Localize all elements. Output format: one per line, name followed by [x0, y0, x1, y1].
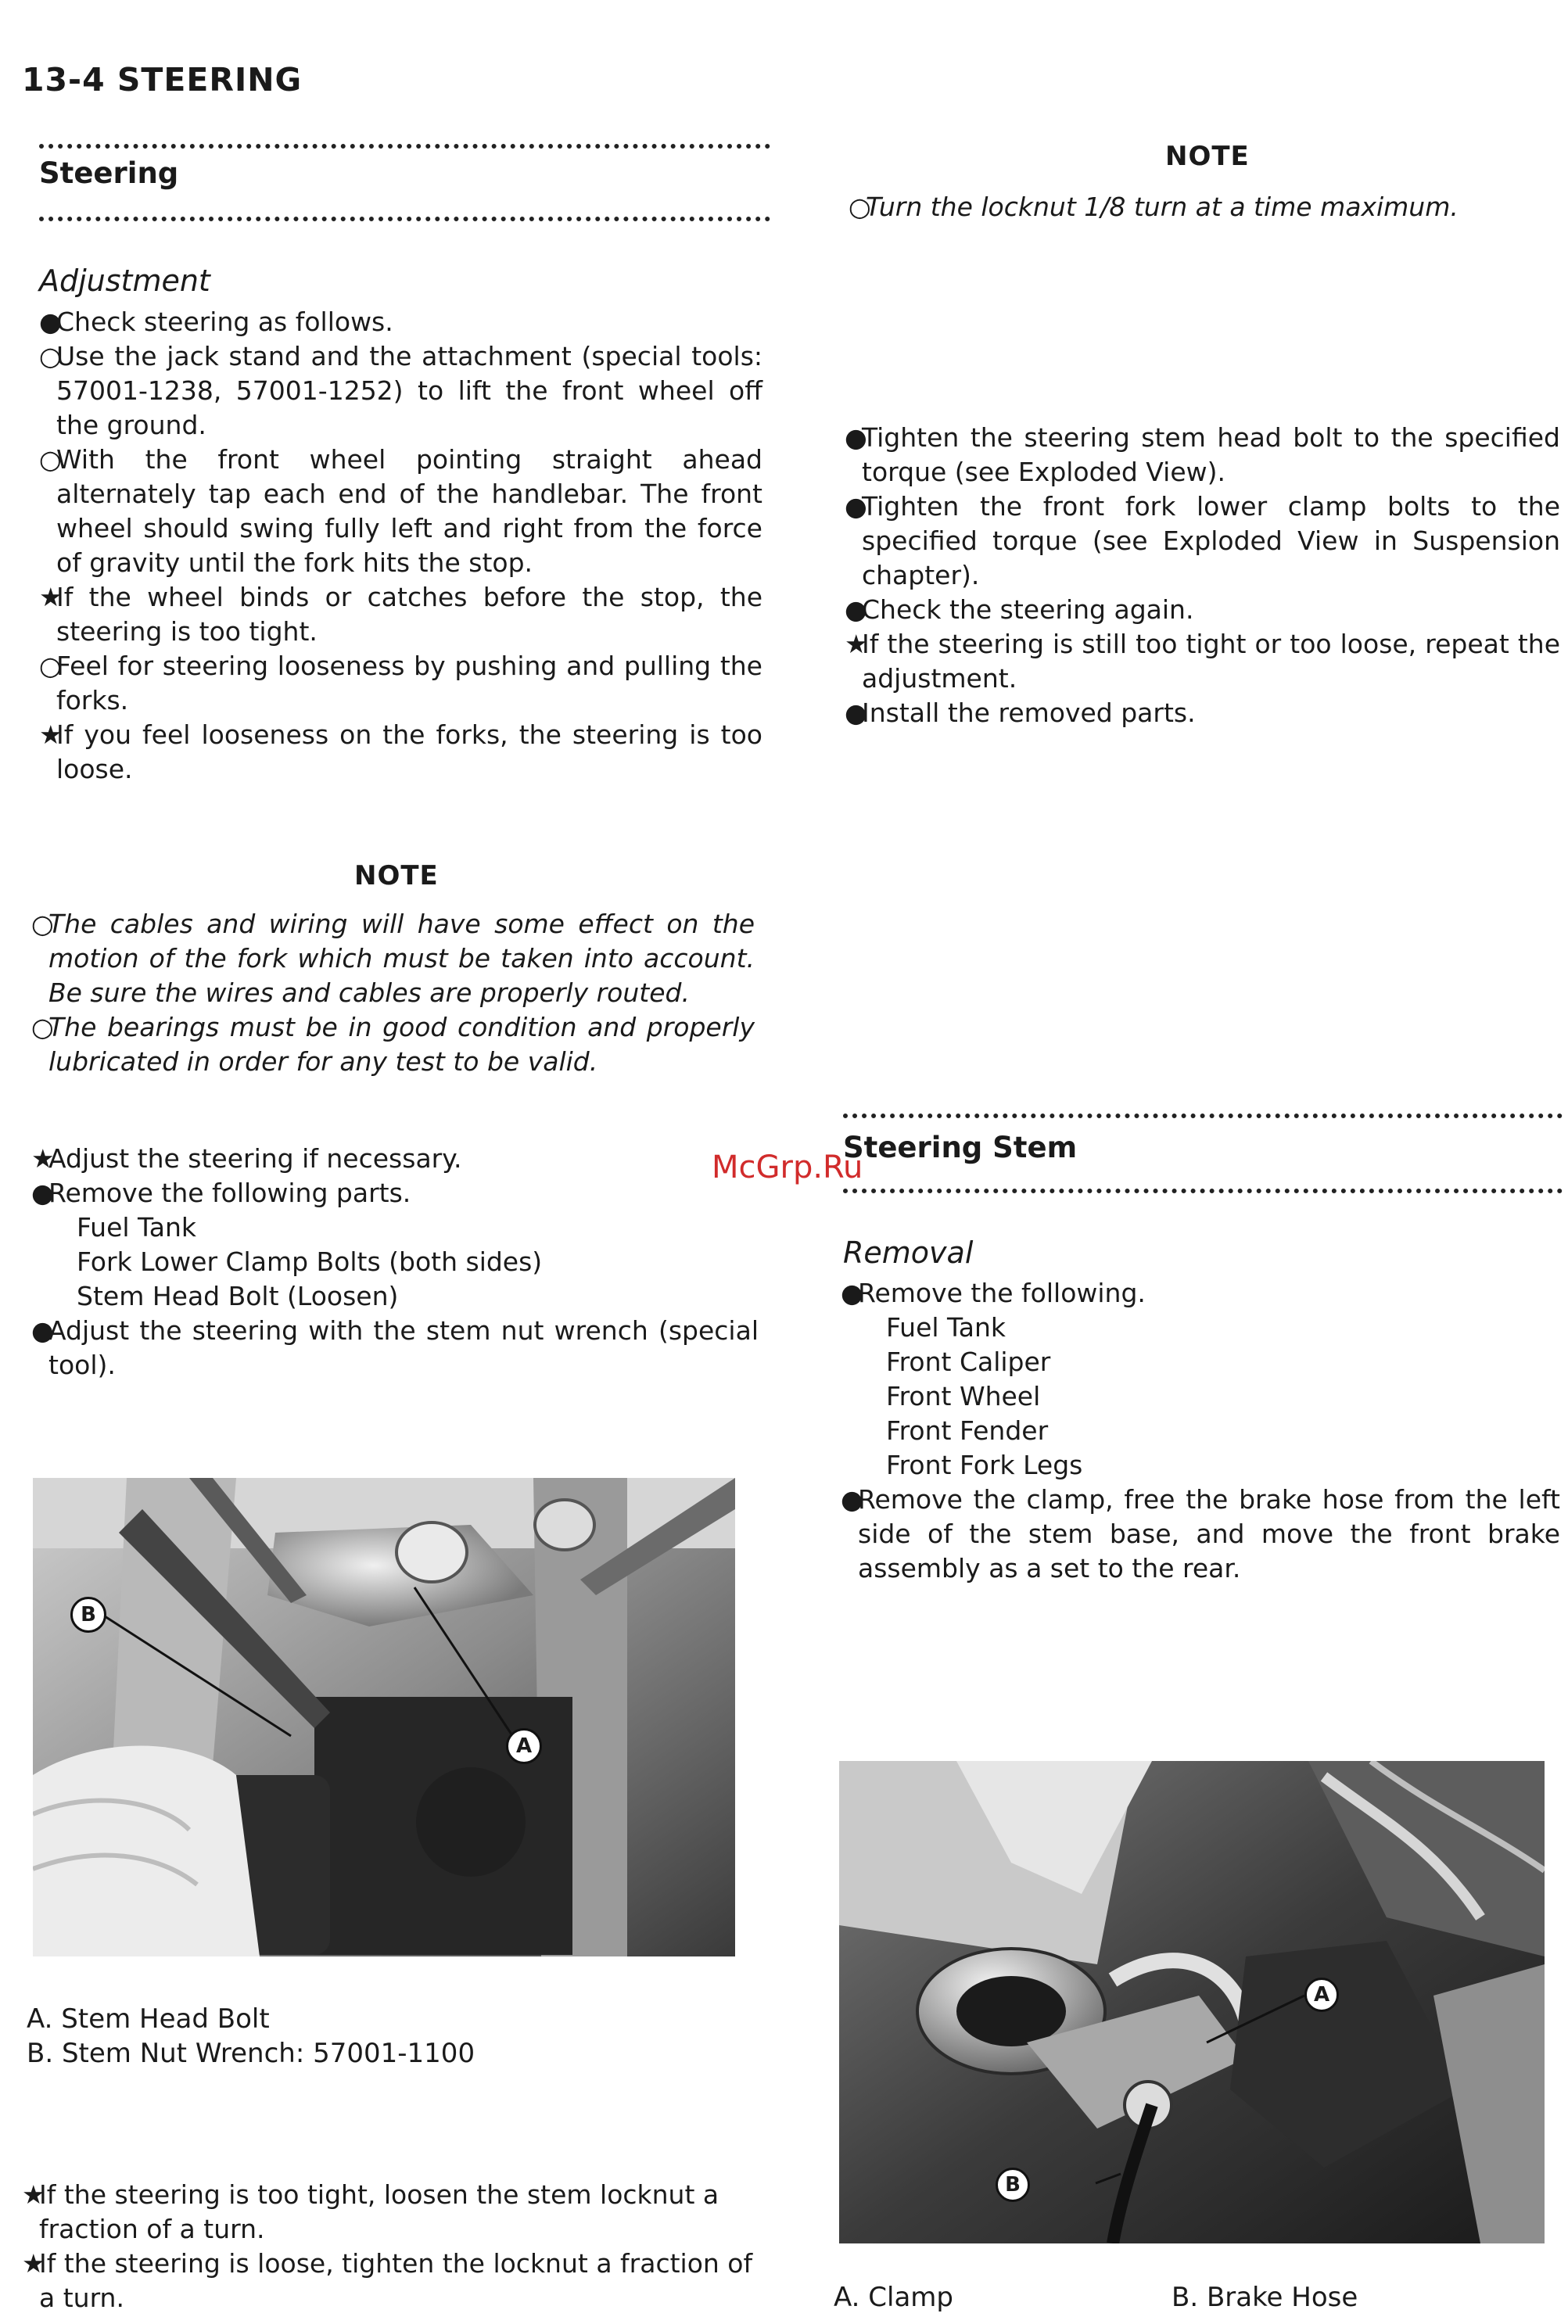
- list-item: [39, 339, 762, 443]
- note-title-right: NOTE: [1165, 141, 1250, 172]
- list-item: [841, 1483, 1560, 1586]
- after-list: [22, 2178, 753, 2315]
- bullet-marker: ●: [31, 1178, 54, 1208]
- list-item-text: Remove the clamp, free the brake hose from the left side of the stem base, and move the front brake assembly as a set to the rear.: [858, 1484, 1560, 1583]
- bullet-marker: ○: [39, 651, 62, 681]
- photo-stem-head-bolt: [33, 1478, 735, 1956]
- list-item-text: Tighten the front fork lower clamp bolts to the specified torque (see Exploded View in Suspension chapter).: [862, 491, 1560, 590]
- caption-a: A. Stem Head Bolt: [27, 2003, 270, 2035]
- list-item-text: Check steering as follows.: [56, 307, 393, 337]
- list-item-text: Adjust the steering if necessary.: [48, 1143, 462, 1174]
- list-item: [22, 2247, 753, 2315]
- bullet-marker: ★: [22, 2248, 45, 2279]
- list-item-text: If the steering is loose, tighten the locknut a fraction of a turn.: [39, 2248, 753, 2313]
- subsection-title-removal: Removal: [843, 1236, 974, 1270]
- callout-label-a: A: [1304, 1978, 1339, 2012]
- subsection-title-adjustment: Adjustment: [39, 264, 210, 298]
- list-item-text: Feel for steering looseness by pushing and pulling the forks.: [56, 651, 762, 715]
- procedure-list: [31, 1142, 759, 1383]
- list-item: [849, 190, 1545, 224]
- part-item: Front Fender: [886, 1415, 1049, 1446]
- bullet-marker: ○: [39, 444, 62, 475]
- section-divider-top: [843, 1114, 1563, 1118]
- list-item-text: Remove the following parts.: [48, 1178, 411, 1208]
- section-divider-bottom: [39, 217, 770, 221]
- watermark: McGrp.Ru: [712, 1149, 863, 1185]
- caption-b-right: B. Brake Hose: [1172, 2282, 1358, 2313]
- list-item-text: The cables and wiring will have some effect on the motion of the fork which must be taken into account. Be sure the wires and cables are properly routed.: [48, 909, 755, 1008]
- bullet-marker: ★: [39, 719, 63, 750]
- section-title-steering: Steering: [39, 156, 179, 190]
- list-item-text: If the wheel binds or catches before the stop, the steering is too tight.: [56, 582, 762, 647]
- part-item: Front Fork Legs: [886, 1450, 1083, 1480]
- list-item-text: If the steering is still too tight or too loose, repeat the adjustment.: [862, 629, 1560, 694]
- bullet-marker: ●: [845, 422, 867, 453]
- removal-list: [841, 1276, 1560, 1586]
- list-item-text: The bearings must be in good condition and properly lubricated in order for any test to be valid.: [48, 1012, 755, 1077]
- list-item: [845, 490, 1560, 593]
- part-item: Fuel Tank: [886, 1312, 1006, 1343]
- note-title-left: NOTE: [354, 860, 439, 891]
- list-item: [31, 1176, 759, 1210]
- list-item: [845, 696, 1560, 730]
- bullet-marker: ○: [39, 341, 62, 371]
- bullet-marker: ★: [39, 582, 63, 612]
- callout-label-a: A: [506, 1728, 542, 1764]
- callout-label-b: B: [70, 1597, 106, 1633]
- photo-illustration: [33, 1478, 735, 1956]
- photo-clamp-brake-hose: [839, 1761, 1545, 2243]
- list-item-text: With the front wheel pointing straight ahead alternately tap each end of the handlebar. The front wheel should swing fully left and right from the force of gravity until the fork hits the stop.: [56, 444, 762, 578]
- list-item: [39, 649, 762, 718]
- part-item: Front Wheel: [886, 1381, 1041, 1411]
- list-item: [31, 1142, 759, 1176]
- bullet-marker: ●: [841, 1484, 863, 1515]
- list-item-text: Install the removed parts.: [862, 698, 1196, 728]
- list-item: [841, 1276, 1560, 1311]
- adjustment-list: [39, 305, 762, 787]
- bullet-marker: ○: [849, 192, 871, 222]
- section-divider-bottom: [843, 1189, 1563, 1193]
- list-item: [845, 593, 1560, 627]
- bullet-marker: ●: [845, 491, 867, 522]
- bullet-marker: ●: [841, 1278, 863, 1308]
- part-item: Front Caliper: [886, 1347, 1051, 1377]
- list-item-text: Tighten the steering stem head bolt to the specified torque (see Exploded View).: [862, 422, 1560, 487]
- tighten-list: [845, 421, 1560, 730]
- list-item: [845, 627, 1560, 696]
- list-item-text: Check the steering again.: [862, 594, 1194, 625]
- bullet-marker: ●: [31, 1315, 54, 1346]
- list-item-text: Remove the following.: [858, 1278, 1146, 1308]
- bullet-marker: ●: [845, 698, 867, 728]
- list-item: [39, 580, 762, 649]
- callout-label-b: B: [996, 2168, 1030, 2202]
- caption-a-right: A. Clamp: [834, 2282, 953, 2313]
- page-title: 13-4 STEERING: [22, 61, 303, 99]
- note-list-left: [31, 907, 755, 1079]
- section-title-steering-stem: Steering Stem: [843, 1131, 1078, 1164]
- list-item-text: Turn the locknut 1/8 turn at a time maximum.: [866, 192, 1459, 222]
- bullet-marker: ★: [845, 629, 868, 659]
- list-item: [39, 718, 762, 787]
- note-right: [849, 190, 1545, 224]
- list-item: [39, 443, 762, 580]
- bullet-marker: ●: [39, 307, 62, 337]
- list-item: [31, 907, 755, 1010]
- list-item: [22, 2178, 753, 2247]
- bullet-marker: ★: [22, 2179, 45, 2210]
- bullet-marker: ○: [31, 1012, 54, 1042]
- bullet-marker: ★: [31, 1143, 55, 1174]
- bullet-marker: ●: [845, 594, 867, 625]
- caption-b: B. Stem Nut Wrench: 57001-1100: [27, 2038, 475, 2069]
- list-item: [39, 305, 762, 339]
- list-item: [31, 1010, 755, 1079]
- list-item: [31, 1314, 759, 1383]
- list-item: [845, 421, 1560, 490]
- part-item: Fuel Tank: [77, 1212, 196, 1243]
- part-item: Fork Lower Clamp Bolts (both sides): [77, 1246, 543, 1277]
- photo-illustration: [839, 1761, 1545, 2243]
- parts-list: [31, 1210, 759, 1314]
- figure-caption-left: [27, 2002, 475, 2071]
- list-item-text: Adjust the steering with the stem nut wrench (special tool).: [48, 1315, 759, 1380]
- parts-list: [841, 1311, 1560, 1483]
- list-item-text: Use the jack stand and the attachment (special tools: 57001-1238, 57001-1252) to lift the front wheel off the ground.: [56, 341, 762, 440]
- section-divider-top: [39, 144, 770, 149]
- list-item-text: If the steering is too tight, loosen the stem locknut a fraction of a turn.: [39, 2179, 719, 2244]
- bullet-marker: ○: [31, 909, 54, 939]
- part-item: Stem Head Bolt (Loosen): [77, 1281, 399, 1311]
- list-item-text: If you feel looseness on the forks, the steering is too loose.: [56, 719, 762, 784]
